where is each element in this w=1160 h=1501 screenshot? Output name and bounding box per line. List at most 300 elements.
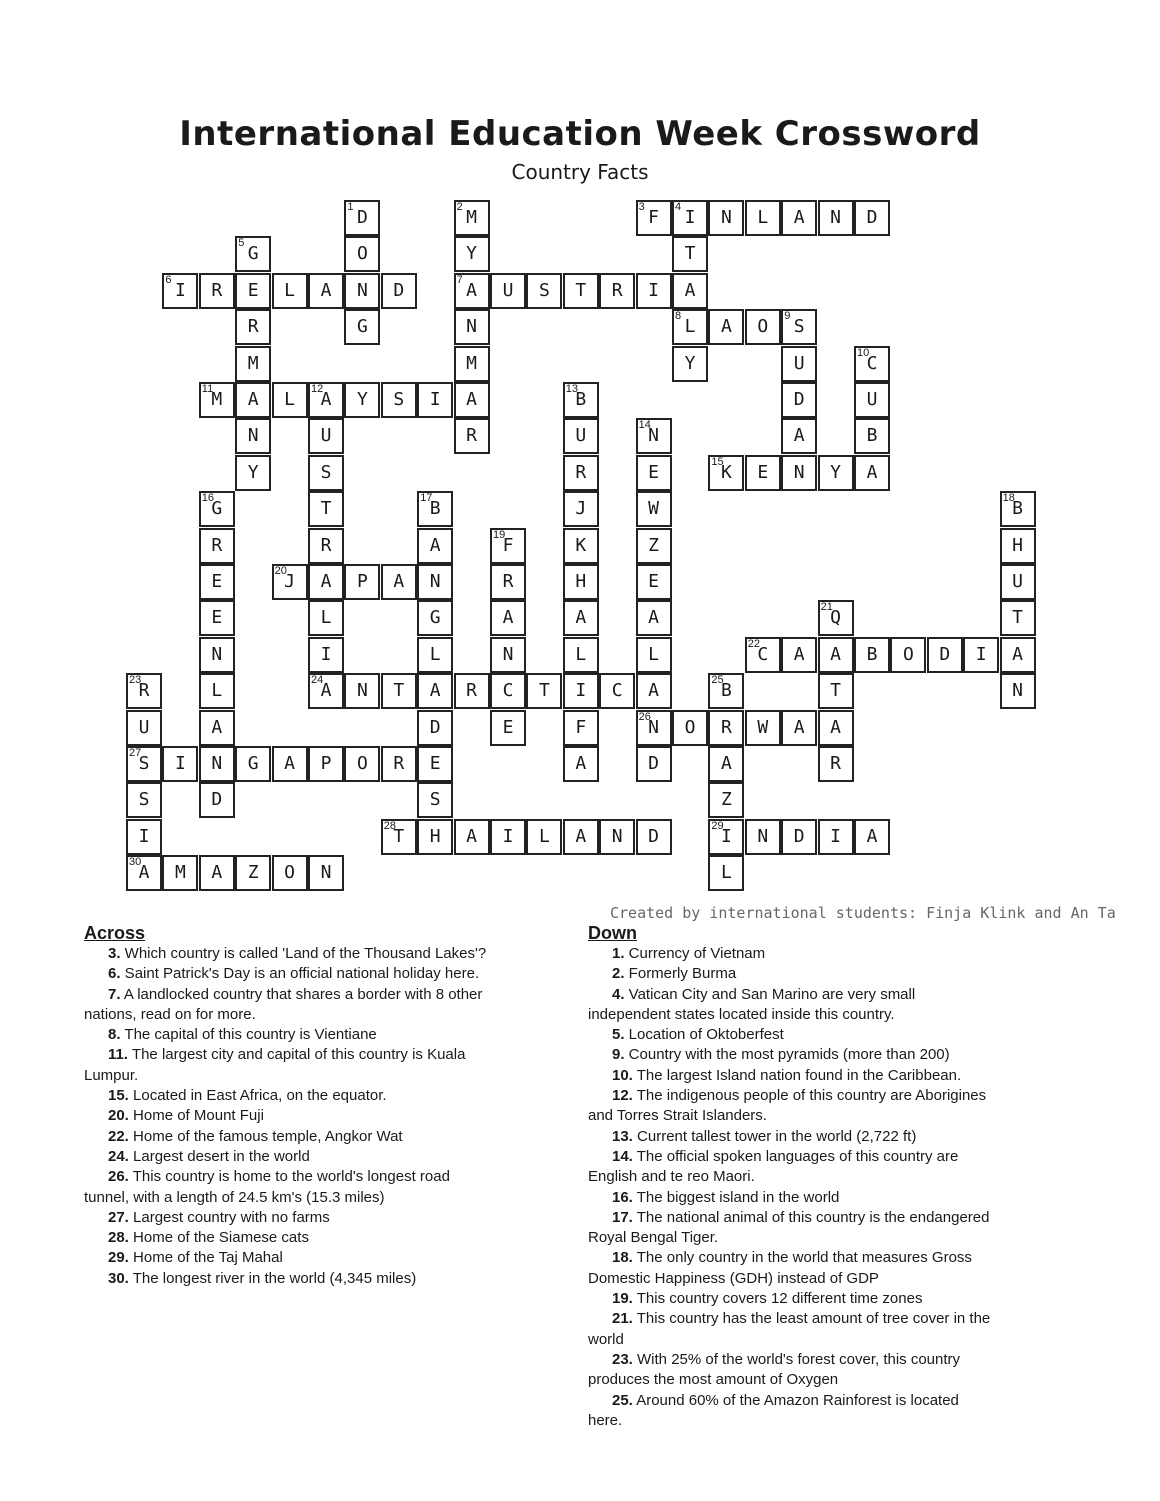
clue-text: and Torres Strait Islanders. <box>588 1107 767 1125</box>
grid-cell <box>781 309 817 345</box>
grid-cell <box>672 346 708 382</box>
cell-letter: U <box>575 425 587 447</box>
cell-letter: N <box>429 571 441 592</box>
grid-cell <box>745 710 781 746</box>
cell-letter: T <box>538 680 550 702</box>
grid-cell <box>199 855 235 891</box>
grid-cell <box>563 637 599 673</box>
grid-cell <box>636 746 672 782</box>
cell-letter: O <box>757 316 769 338</box>
cell-letter: N <box>247 425 259 447</box>
grid-cell <box>636 273 672 309</box>
cell-letter: I <box>648 279 660 301</box>
page-subtitle: Country Facts <box>511 160 649 184</box>
cell-letter: Y <box>356 389 368 410</box>
cell-letter: F <box>502 534 514 556</box>
grid-cell <box>454 236 490 272</box>
grid-cell <box>344 673 380 709</box>
grid-cell <box>235 455 271 491</box>
cell-letter: A <box>830 643 842 665</box>
grid-cell <box>1000 600 1036 636</box>
cell-letter: E <box>429 753 441 774</box>
cell-letter: L <box>684 316 696 338</box>
cell-letter: A <box>720 753 732 774</box>
clue-text: Royal Bengal Tiger. <box>588 1229 719 1247</box>
cell-letter: N <box>320 862 332 884</box>
grid-cell <box>308 564 344 600</box>
grid-cell <box>454 673 490 709</box>
grid-cell <box>381 564 417 600</box>
clue-number: 17 <box>420 492 433 505</box>
clue-number: 4 <box>675 201 682 213</box>
cell-letter: H <box>575 571 587 592</box>
down-clue-line <box>588 1066 1066 1086</box>
cell-letter: L <box>211 680 223 702</box>
grid-cell <box>781 418 817 454</box>
cell-letter: I <box>502 825 514 847</box>
cell-letter: S <box>138 753 150 774</box>
grid-cell <box>308 382 344 418</box>
cell-letter: A <box>429 680 441 702</box>
cell-letter: T <box>393 825 405 847</box>
clue-text: Domestic Happiness (GDH) instead of GDP <box>588 1269 879 1287</box>
grid-cell <box>636 637 672 673</box>
grid-cell <box>308 600 344 636</box>
cell-letter: I <box>320 643 332 665</box>
across-clue-line <box>84 1127 562 1147</box>
grid-cell <box>417 710 453 746</box>
cell-letter: D <box>429 716 441 738</box>
clue-number: 27 <box>129 747 142 759</box>
grid-cell <box>490 710 526 746</box>
clue-number: 12. <box>612 1087 633 1105</box>
cell-letter: D <box>648 825 660 847</box>
grid-cell <box>235 418 271 454</box>
across-clue-list <box>84 944 562 1289</box>
clue-text: Formerly Burma <box>624 965 737 983</box>
clue-number: 10. <box>612 1066 633 1084</box>
cell-letter: A <box>575 753 587 774</box>
grid-cell <box>454 309 490 345</box>
grid-cell <box>162 855 198 891</box>
clue-number: 6 <box>165 273 172 286</box>
across-clue-line <box>84 1167 562 1187</box>
grid-cell <box>490 273 526 309</box>
grid-cell <box>672 309 708 345</box>
down-clue-line <box>588 1309 1066 1329</box>
grid-cell <box>708 200 744 236</box>
cell-letter: A <box>320 279 332 301</box>
grid-cell <box>344 273 380 309</box>
grid-cell <box>708 710 744 746</box>
cell-letter: N <box>793 461 805 483</box>
cell-letter: D <box>211 789 223 811</box>
cell-letter: I <box>138 825 150 847</box>
cell-letter: O <box>284 862 296 884</box>
grid-cell <box>818 600 854 636</box>
cell-letter: R <box>247 316 259 338</box>
clue-number: 14 <box>638 419 651 432</box>
cell-letter: R <box>320 534 332 556</box>
cell-letter: E <box>648 461 660 483</box>
cell-letter: M <box>174 862 186 884</box>
cell-letter: D <box>939 643 951 665</box>
cell-letter: G <box>211 498 223 520</box>
grid-cell <box>708 309 744 345</box>
cell-letter: C <box>866 352 878 374</box>
clue-number: 14. <box>612 1147 633 1165</box>
grid-cell <box>636 418 672 454</box>
clue-text: The only country in the world that measures Gross <box>632 1249 972 1267</box>
across-clue-line <box>84 1025 562 1045</box>
cell-letter: B <box>575 389 587 410</box>
grid-cell <box>308 418 344 454</box>
cell-letter: L <box>757 207 769 228</box>
cell-letter: E <box>211 607 223 629</box>
grid-cell <box>636 819 672 855</box>
cell-letter: M <box>211 389 223 410</box>
grid-cell <box>417 782 453 818</box>
cell-letter: R <box>720 716 732 738</box>
cell-letter: I <box>174 279 186 301</box>
clue-number: 15. <box>108 1087 129 1105</box>
across-clue-line <box>84 944 562 964</box>
grid-cell <box>672 200 708 236</box>
grid-cell <box>272 855 308 891</box>
grid-cell <box>454 418 490 454</box>
grid-cell <box>854 819 890 855</box>
grid-cell <box>126 673 162 709</box>
clue-number: 29. <box>108 1249 129 1267</box>
cell-letter: A <box>793 425 805 447</box>
cell-letter: D <box>866 207 878 228</box>
cell-letter: A <box>793 716 805 738</box>
grid-cell <box>636 710 672 746</box>
clue-number: 11. <box>108 1046 129 1064</box>
cell-letter: A <box>466 389 478 410</box>
down-clue-line <box>588 1106 1066 1126</box>
clue-text: Which country is called 'Land of the Thousand Lakes'? <box>120 945 487 962</box>
cell-letter: K <box>575 534 587 556</box>
cell-letter: K <box>720 461 732 483</box>
cell-letter: I <box>975 643 987 665</box>
grid-cell <box>417 491 453 527</box>
grid-cell <box>745 309 781 345</box>
clue-text: world <box>588 1330 624 1348</box>
clue-number: 21 <box>820 601 833 614</box>
clue-text: Largest country with no farms <box>128 1208 330 1226</box>
clue-number: 30. <box>108 1269 129 1287</box>
grid-cell <box>199 273 235 309</box>
cell-letter: R <box>211 534 223 556</box>
cell-letter: R <box>611 279 623 301</box>
grid-cell <box>708 855 744 891</box>
grid-cell <box>490 564 526 600</box>
down-clues <box>588 922 1066 1431</box>
clue-number: 9 <box>784 310 791 323</box>
cell-letter: N <box>356 680 368 702</box>
cell-letter: S <box>793 316 805 338</box>
cell-letter: L <box>284 389 296 410</box>
cell-letter: L <box>538 825 550 847</box>
clue-number: 8. <box>108 1026 121 1044</box>
grid-cell <box>308 455 344 491</box>
down-clue-line <box>588 1127 1066 1147</box>
grid-cell <box>381 382 417 418</box>
clue-text: Saint Patrick's Day is an official national holiday here. <box>120 965 480 983</box>
grid-cell <box>818 819 854 855</box>
clue-text: With 25% of the world's forest cover, this country <box>632 1350 961 1368</box>
grid-cell <box>454 346 490 382</box>
cell-letter: Z <box>648 534 660 556</box>
cell-letter: R <box>466 425 478 447</box>
clue-number: 16 <box>201 492 215 505</box>
cell-letter: M <box>466 352 478 374</box>
clue-number: 13. <box>612 1127 633 1145</box>
across-clue-line <box>84 1086 562 1106</box>
cell-letter: T <box>320 498 332 520</box>
cell-letter: O <box>902 643 914 665</box>
cell-letter: H <box>429 825 441 847</box>
grid-cell <box>636 455 672 491</box>
cell-letter: A <box>247 389 259 410</box>
cell-letter: R <box>830 753 842 774</box>
clue-number: 19 <box>493 528 506 541</box>
grid-cell <box>854 637 890 673</box>
grid-cell <box>745 819 781 855</box>
grid-cell <box>672 710 708 746</box>
grid-cell <box>563 455 599 491</box>
grid-cell <box>126 782 162 818</box>
cell-letter: W <box>757 716 769 738</box>
cell-letter: R <box>575 461 587 483</box>
cell-letter: R <box>138 680 150 702</box>
clue-number: 3. <box>108 945 121 962</box>
cell-letter: N <box>211 753 223 774</box>
cell-letter: N <box>611 825 623 847</box>
grid-cell <box>272 746 308 782</box>
grid-cell <box>1000 564 1036 600</box>
grid-cell <box>708 746 744 782</box>
across-clue-line <box>84 964 562 984</box>
grid-cell <box>854 382 890 418</box>
cell-letter: A <box>138 862 150 884</box>
grid-cell <box>708 782 744 818</box>
clue-number: 20 <box>274 565 287 577</box>
clue-text: This country has the least amount of tree cover in the <box>632 1310 991 1328</box>
cell-letter: E <box>648 571 660 592</box>
cell-letter: A <box>684 279 696 301</box>
grid-cell <box>308 637 344 673</box>
grid-cell <box>126 710 162 746</box>
clue-number: 27. <box>108 1208 129 1226</box>
cell-letter: F <box>648 207 660 228</box>
grid-cell <box>417 746 453 782</box>
clue-text: English and te reo Maori. <box>588 1168 755 1186</box>
cell-letter: Y <box>466 243 478 265</box>
grid-cell <box>344 382 380 418</box>
grid-cell <box>235 236 271 272</box>
cell-letter: A <box>575 607 587 629</box>
clue-text: Located in East Africa, on the equator. <box>128 1087 387 1105</box>
grid-cell <box>272 273 308 309</box>
cell-letter: A <box>502 607 514 629</box>
cell-letter: C <box>757 643 769 665</box>
grid-cell <box>818 637 854 673</box>
grid-cell <box>708 819 744 855</box>
across-clue-line <box>84 1248 562 1268</box>
clue-text: Home of the Taj Mahal <box>128 1249 283 1267</box>
grid-cell <box>818 746 854 782</box>
cell-letter: B <box>866 643 878 665</box>
clue-text: tunnel, with a length of 24.5 km's (15.3 miles) <box>84 1188 385 1206</box>
across-clue-line <box>84 1045 562 1065</box>
cell-letter: F <box>575 716 587 738</box>
clue-number: 18. <box>612 1249 633 1267</box>
cell-letter: G <box>356 316 368 338</box>
down-clue-line <box>588 1350 1066 1370</box>
cell-letter: S <box>320 461 332 483</box>
cell-letter: A <box>211 862 223 884</box>
clue-text: produces the most amount of Oxygen <box>588 1371 839 1389</box>
cell-letter: N <box>648 716 660 738</box>
grid-cell <box>454 382 490 418</box>
cell-letter: H <box>1012 534 1024 556</box>
grid-cell <box>417 564 453 600</box>
grid-cell <box>636 673 672 709</box>
cell-letter: S <box>393 389 405 410</box>
grid-cell <box>417 382 453 418</box>
grid-cell <box>927 637 963 673</box>
cell-letter: L <box>720 862 732 884</box>
grid-cell <box>381 819 417 855</box>
clue-number: 11 <box>201 383 214 395</box>
cell-letter: L <box>320 607 332 629</box>
grid-cell <box>526 673 562 709</box>
cell-letter: Y <box>830 461 842 483</box>
grid-cell <box>417 673 453 709</box>
down-clue-line <box>588 1289 1066 1309</box>
down-clue-line <box>588 1167 1066 1187</box>
cell-letter: N <box>466 316 478 338</box>
clue-number: 6. <box>108 965 121 983</box>
grid-cell <box>162 273 198 309</box>
cell-letter: P <box>356 571 368 592</box>
grid-cell <box>745 637 781 673</box>
cell-letter: T <box>393 680 405 702</box>
grid-cell <box>199 600 235 636</box>
cell-letter: U <box>1012 571 1024 592</box>
grid-cell <box>308 528 344 564</box>
down-clue-line <box>588 1005 1066 1025</box>
clue-text: independent states located inside this country. <box>588 1005 895 1023</box>
cell-letter: A <box>866 461 878 483</box>
across-clue-line <box>84 1147 562 1167</box>
grid-cell <box>235 855 271 891</box>
cell-letter: U <box>138 716 150 738</box>
page-title: International Education Week Crossword <box>179 114 981 154</box>
clue-text: Lumpur. <box>84 1066 139 1084</box>
grid-cell <box>781 200 817 236</box>
cell-letter: I <box>720 825 732 847</box>
clue-number: 19. <box>612 1290 633 1308</box>
grid-cell <box>126 819 162 855</box>
grid-cell <box>563 673 599 709</box>
grid-cell <box>490 637 526 673</box>
clue-number: 9. <box>612 1046 625 1064</box>
down-clue-line <box>588 1208 1066 1228</box>
clue-number: 1 <box>347 201 354 213</box>
cell-letter: N <box>356 279 368 301</box>
grid-cell <box>490 819 526 855</box>
grid-cell <box>126 855 162 891</box>
cell-letter: T <box>1012 607 1024 629</box>
down-clue-list <box>588 944 1066 1431</box>
clue-text: Currency of Vietnam <box>624 945 766 962</box>
clue-number: 3 <box>638 201 645 213</box>
cell-letter: R <box>502 571 514 592</box>
across-clue-line <box>84 1188 562 1208</box>
grid-cell <box>672 273 708 309</box>
grid-cell <box>563 564 599 600</box>
cell-letter: I <box>575 680 587 702</box>
grid-cell <box>636 564 672 600</box>
grid-cell <box>199 528 235 564</box>
grid-cell <box>199 673 235 709</box>
grid-cell <box>308 855 344 891</box>
grid-cell <box>417 637 453 673</box>
cell-letter: A <box>429 534 441 556</box>
clue-number: 7. <box>108 985 121 1003</box>
clue-number: 30 <box>129 856 142 869</box>
clue-text: The capital of this country is Vientiane <box>120 1026 377 1044</box>
clue-number: 23. <box>612 1350 633 1368</box>
cell-letter: E <box>247 279 259 301</box>
grid-cell <box>454 200 490 236</box>
grid-cell <box>272 382 308 418</box>
across-heading: Across <box>84 923 146 943</box>
clue-number: 26. <box>108 1168 129 1186</box>
grid-cell <box>854 346 890 382</box>
grid-cell <box>526 819 562 855</box>
grid-cell <box>235 382 271 418</box>
grid-cell <box>417 528 453 564</box>
cell-letter: D <box>793 825 805 847</box>
cell-letter: S <box>138 789 150 811</box>
cell-letter: A <box>720 316 732 338</box>
cell-letter: Y <box>684 352 696 374</box>
clue-text: Largest desert in the world <box>128 1147 310 1165</box>
clue-number: 2. <box>612 965 625 983</box>
cell-letter: Q <box>830 607 842 629</box>
cell-letter: W <box>648 498 660 520</box>
clue-text: The national animal of this country is the endangered <box>632 1208 990 1226</box>
cell-letter: E <box>211 571 223 592</box>
cell-letter: U <box>320 425 332 447</box>
down-heading: Down <box>588 923 637 943</box>
across-clue-line <box>84 1269 562 1289</box>
grid-cell <box>1000 491 1036 527</box>
clue-text: The largest city and capital of this country is Kuala <box>128 1046 466 1064</box>
grid-cell <box>781 346 817 382</box>
grid-cell <box>563 819 599 855</box>
clue-number: 8 <box>675 310 682 323</box>
cell-letter: L <box>648 643 660 665</box>
grid-cell <box>963 637 999 673</box>
cell-letter: A <box>466 279 478 301</box>
clue-number: 4. <box>612 985 625 1003</box>
cell-letter: Y <box>247 461 259 483</box>
